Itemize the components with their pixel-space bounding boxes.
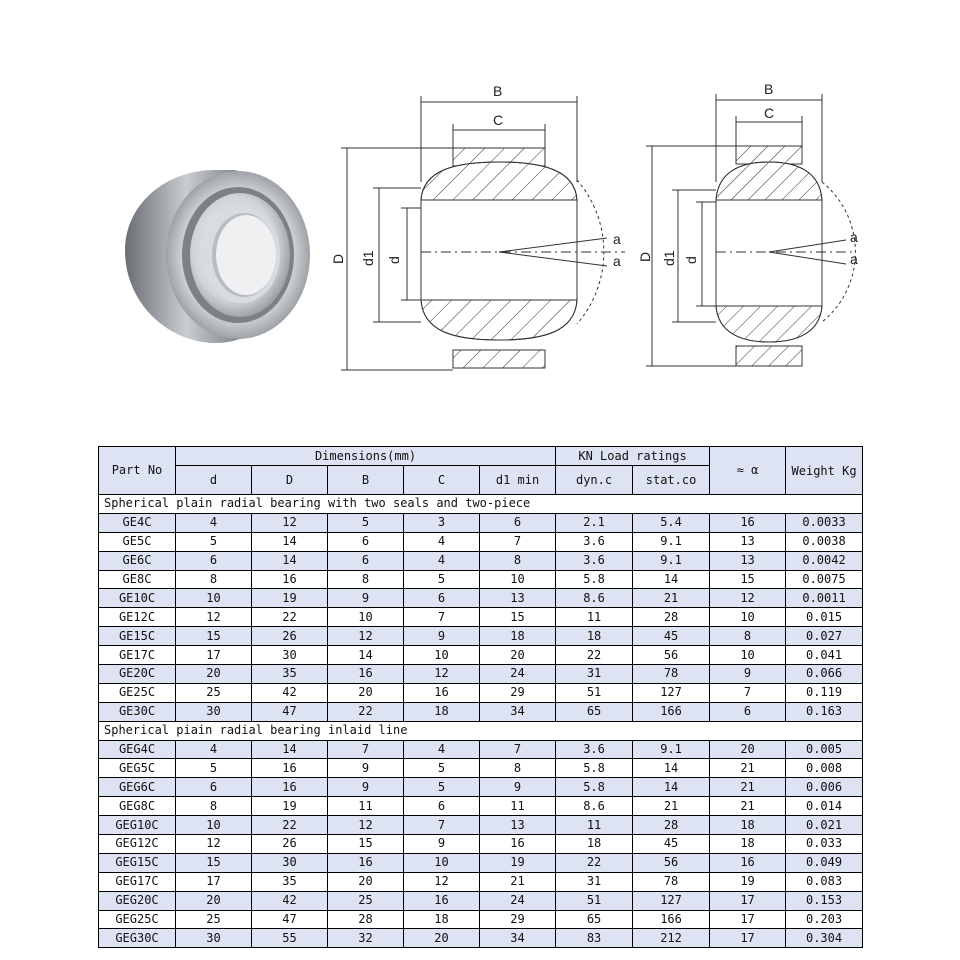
table-row xyxy=(99,910,863,929)
header-d: d xyxy=(176,466,252,495)
table-cell: 12 xyxy=(404,872,480,891)
table-cell: 42 xyxy=(252,683,328,702)
table-cell: 29 xyxy=(480,683,556,702)
table-cell: 21 xyxy=(710,759,786,778)
table-cell: 212 xyxy=(633,929,710,948)
table-cell: 12 xyxy=(404,665,480,684)
table-cell: 14 xyxy=(252,532,328,551)
table-cell: 2.1 xyxy=(556,513,633,532)
table-cell: 17 xyxy=(176,646,252,665)
label-a-top: a xyxy=(850,229,858,245)
table-cell: 10 xyxy=(404,646,480,665)
table-cell: 10 xyxy=(328,608,404,627)
table-cell: 15 xyxy=(328,835,404,854)
table-cell: 18 xyxy=(710,835,786,854)
header-D: D xyxy=(252,466,328,495)
cross-section-diagram-two-piece xyxy=(325,70,680,390)
table-cell: 127 xyxy=(633,891,710,910)
part-number-cell: GEG5C xyxy=(99,759,176,778)
table-cell: 9 xyxy=(710,665,786,684)
table-cell: 3.6 xyxy=(556,740,633,759)
table-cell: 6 xyxy=(710,702,786,721)
table-cell: 0.0038 xyxy=(786,532,863,551)
table-cell: 0.066 xyxy=(786,665,863,684)
table-cell: 14 xyxy=(328,646,404,665)
table-cell: 4 xyxy=(404,551,480,570)
part-number-cell: GE6C xyxy=(99,551,176,570)
table-cell: 30 xyxy=(176,929,252,948)
label-D: D xyxy=(330,253,346,264)
table-cell: 12 xyxy=(328,627,404,646)
section-title: Spherical piain radial bearing inlaid line xyxy=(99,721,863,740)
table-cell: 19 xyxy=(252,589,328,608)
table-cell: 7 xyxy=(480,532,556,551)
table-cell: 3.6 xyxy=(556,551,633,570)
table-cell: 5 xyxy=(176,759,252,778)
table-cell: 5 xyxy=(176,532,252,551)
table-cell: 6 xyxy=(176,778,252,797)
label-B: B xyxy=(493,83,503,99)
table-cell: 56 xyxy=(633,853,710,872)
bearing-photo xyxy=(110,155,320,355)
table-cell: 7 xyxy=(404,816,480,835)
table-cell: 166 xyxy=(633,910,710,929)
table-cell: 9.1 xyxy=(633,532,710,551)
table-cell: 51 xyxy=(556,683,633,702)
table-cell: 4 xyxy=(404,740,480,759)
part-number-cell: GE25C xyxy=(99,683,176,702)
table-cell: 9 xyxy=(328,589,404,608)
table-cell: 9 xyxy=(328,759,404,778)
table-row xyxy=(99,702,863,721)
table-cell: 28 xyxy=(328,910,404,929)
table-cell: 20 xyxy=(328,683,404,702)
table-cell: 0.014 xyxy=(786,797,863,816)
table-cell: 12 xyxy=(328,816,404,835)
table-cell: 11 xyxy=(556,816,633,835)
part-number-cell: GE5C xyxy=(99,532,176,551)
table-cell: 4 xyxy=(176,513,252,532)
table-cell: 0.033 xyxy=(786,835,863,854)
table-cell: 18 xyxy=(556,627,633,646)
table-row xyxy=(99,872,863,891)
table-cell: 13 xyxy=(480,816,556,835)
table-cell: 83 xyxy=(556,929,633,948)
table-cell: 47 xyxy=(252,702,328,721)
part-number-cell: GE17C xyxy=(99,646,176,665)
table-cell: 78 xyxy=(633,872,710,891)
table-cell: 5.4 xyxy=(633,513,710,532)
table-cell: 18 xyxy=(480,627,556,646)
table-cell: 34 xyxy=(480,929,556,948)
table-cell: 26 xyxy=(252,627,328,646)
table-cell: 6 xyxy=(176,551,252,570)
table-cell: 28 xyxy=(633,608,710,627)
table-cell: 29 xyxy=(480,910,556,929)
table-row xyxy=(99,797,863,816)
bearing-spec-table xyxy=(98,446,863,948)
table-cell: 12 xyxy=(252,513,328,532)
table-cell: 51 xyxy=(556,891,633,910)
table-cell: 9 xyxy=(328,778,404,797)
table-cell: 14 xyxy=(252,740,328,759)
table-row xyxy=(99,646,863,665)
header-stat-co: stat.co xyxy=(633,466,710,495)
part-number-cell: GE15C xyxy=(99,627,176,646)
table-cell: 10 xyxy=(404,853,480,872)
table-cell: 7 xyxy=(404,608,480,627)
header-alpha: ≈ α xyxy=(710,447,786,495)
table-cell: 0.0011 xyxy=(786,589,863,608)
table-cell: 0.027 xyxy=(786,627,863,646)
part-number-cell: GEG8C xyxy=(99,797,176,816)
table-cell: 22 xyxy=(328,702,404,721)
table-cell: 0.021 xyxy=(786,816,863,835)
table-row xyxy=(99,608,863,627)
label-C: C xyxy=(764,105,775,121)
table-cell: 10 xyxy=(176,589,252,608)
table-cell: 32 xyxy=(328,929,404,948)
table-cell: 56 xyxy=(633,646,710,665)
table-cell: 0.153 xyxy=(786,891,863,910)
table-cell: 5.8 xyxy=(556,759,633,778)
table-cell: 0.008 xyxy=(786,759,863,778)
table-cell: 21 xyxy=(633,797,710,816)
table-cell: 0.005 xyxy=(786,740,863,759)
table-cell: 15 xyxy=(176,853,252,872)
table-cell: 16 xyxy=(404,891,480,910)
table-cell: 31 xyxy=(556,665,633,684)
table-cell: 34 xyxy=(480,702,556,721)
label-d1: d1 xyxy=(661,250,677,266)
table-cell: 17 xyxy=(710,929,786,948)
table-cell: 10 xyxy=(480,570,556,589)
table-cell: 17 xyxy=(176,872,252,891)
table-cell: 7 xyxy=(328,740,404,759)
table-cell: 166 xyxy=(633,702,710,721)
table-cell: 5.8 xyxy=(556,778,633,797)
table-cell: 11 xyxy=(556,608,633,627)
table-cell: 9 xyxy=(480,778,556,797)
table-cell: 19 xyxy=(480,853,556,872)
part-number-cell: GEG10C xyxy=(99,816,176,835)
table-cell: 26 xyxy=(252,835,328,854)
table-cell: 10 xyxy=(710,608,786,627)
table-cell: 20 xyxy=(480,646,556,665)
label-D: D xyxy=(637,251,653,262)
table-cell: 7 xyxy=(480,740,556,759)
table-cell: 19 xyxy=(710,872,786,891)
table-row xyxy=(99,816,863,835)
table-row xyxy=(99,665,863,684)
table-cell: 9.1 xyxy=(633,740,710,759)
table-row xyxy=(99,627,863,646)
cross-section-diagram-inlaid xyxy=(637,70,870,390)
table-cell: 5 xyxy=(404,759,480,778)
table-row xyxy=(99,532,863,551)
table-cell: 0.0042 xyxy=(786,551,863,570)
table-cell: 0.083 xyxy=(786,872,863,891)
part-number-cell: GEG25C xyxy=(99,910,176,929)
table-cell: 65 xyxy=(556,702,633,721)
table-cell: 35 xyxy=(252,872,328,891)
part-number-cell: GE4C xyxy=(99,513,176,532)
table-cell: 45 xyxy=(633,627,710,646)
table-cell: 0.203 xyxy=(786,910,863,929)
header-d1-min: d1 min xyxy=(480,466,556,495)
table-cell: 25 xyxy=(176,683,252,702)
table-cell: 16 xyxy=(480,835,556,854)
table-cell: 30 xyxy=(176,702,252,721)
table-cell: 18 xyxy=(556,835,633,854)
header-load-ratings: KN Load ratings xyxy=(556,447,710,466)
part-number-cell: GEG6C xyxy=(99,778,176,797)
part-number-cell: GEG17C xyxy=(99,872,176,891)
table-cell: 28 xyxy=(633,816,710,835)
table-cell: 20 xyxy=(328,872,404,891)
table-cell: 14 xyxy=(633,759,710,778)
table-cell: 55 xyxy=(252,929,328,948)
table-cell: 13 xyxy=(710,551,786,570)
table-cell: 13 xyxy=(480,589,556,608)
label-C: C xyxy=(493,112,504,128)
table-cell: 21 xyxy=(480,872,556,891)
table-cell: 20 xyxy=(176,891,252,910)
table-cell: 8 xyxy=(328,570,404,589)
label-d: d xyxy=(386,256,402,264)
table-cell: 7 xyxy=(710,683,786,702)
table-cell: 6 xyxy=(328,532,404,551)
table-cell: 16 xyxy=(328,853,404,872)
table-cell: 15 xyxy=(480,608,556,627)
table-cell: 0.119 xyxy=(786,683,863,702)
table-cell: 5 xyxy=(404,570,480,589)
table-cell: 22 xyxy=(556,853,633,872)
table-cell: 9 xyxy=(404,627,480,646)
table-cell: 11 xyxy=(480,797,556,816)
table-cell: 20 xyxy=(710,740,786,759)
table-cell: 8.6 xyxy=(556,589,633,608)
table-cell: 20 xyxy=(404,929,480,948)
table-row xyxy=(99,929,863,948)
table-cell: 42 xyxy=(252,891,328,910)
table-cell: 5 xyxy=(404,778,480,797)
table-cell: 16 xyxy=(328,665,404,684)
table-cell: 6 xyxy=(328,551,404,570)
label-a-bottom: a xyxy=(850,251,858,267)
header-dimensions: Dimensions(mm) xyxy=(176,447,556,466)
table-cell: 22 xyxy=(556,646,633,665)
table-cell: 9.1 xyxy=(633,551,710,570)
table-row xyxy=(99,740,863,759)
table-cell: 14 xyxy=(633,778,710,797)
table-cell: 10 xyxy=(710,646,786,665)
table-row xyxy=(99,759,863,778)
table-cell: 8 xyxy=(710,627,786,646)
section-title: Spherical plain radial bearing with two seals and two-piece xyxy=(99,495,863,514)
label-d: d xyxy=(683,256,699,264)
table-cell: 8 xyxy=(480,759,556,778)
table-cell: 35 xyxy=(252,665,328,684)
table-cell: 12 xyxy=(176,835,252,854)
header-C: C xyxy=(404,466,480,495)
table-row xyxy=(99,551,863,570)
table-cell: 20 xyxy=(176,665,252,684)
table-cell: 16 xyxy=(710,853,786,872)
table-cell: 8 xyxy=(176,797,252,816)
part-number-cell: GEG12C xyxy=(99,835,176,854)
table-cell: 22 xyxy=(252,816,328,835)
table-cell: 47 xyxy=(252,910,328,929)
part-number-cell: GE30C xyxy=(99,702,176,721)
table-cell: 0.0075 xyxy=(786,570,863,589)
table-cell: 0.163 xyxy=(786,702,863,721)
table-cell: 0.006 xyxy=(786,778,863,797)
part-number-cell: GEG4C xyxy=(99,740,176,759)
table-row xyxy=(99,513,863,532)
table-cell: 3.6 xyxy=(556,532,633,551)
label-d1: d1 xyxy=(360,250,376,266)
table-row xyxy=(99,570,863,589)
table-cell: 0.049 xyxy=(786,853,863,872)
table-cell: 4 xyxy=(404,532,480,551)
table-cell: 18 xyxy=(404,910,480,929)
table-cell: 17 xyxy=(710,891,786,910)
table-cell: 9 xyxy=(404,835,480,854)
table-cell: 24 xyxy=(480,891,556,910)
table-cell: 11 xyxy=(328,797,404,816)
part-number-cell: GEG20C xyxy=(99,891,176,910)
part-number-cell: GE10C xyxy=(99,589,176,608)
table-cell: 45 xyxy=(633,835,710,854)
table-cell: 14 xyxy=(633,570,710,589)
table-cell: 6 xyxy=(480,513,556,532)
part-number-cell: GE20C xyxy=(99,665,176,684)
table-cell: 4 xyxy=(176,740,252,759)
table-cell: 8.6 xyxy=(556,797,633,816)
table-cell: 31 xyxy=(556,872,633,891)
table-cell: 6 xyxy=(404,797,480,816)
table-cell: 21 xyxy=(710,797,786,816)
table-cell: 65 xyxy=(556,910,633,929)
header-dyn-c: dyn.c xyxy=(556,466,633,495)
table-row xyxy=(99,589,863,608)
table-cell: 3 xyxy=(404,513,480,532)
table-cell: 22 xyxy=(252,608,328,627)
table-row xyxy=(99,683,863,702)
table-cell: 17 xyxy=(710,910,786,929)
part-number-cell: GEG15C xyxy=(99,853,176,872)
table-cell: 0.041 xyxy=(786,646,863,665)
table-row xyxy=(99,778,863,797)
table-cell: 19 xyxy=(252,797,328,816)
part-number-cell: GE12C xyxy=(99,608,176,627)
label-a-top: a xyxy=(613,231,621,247)
part-number-cell: GE8C xyxy=(99,570,176,589)
table-cell: 127 xyxy=(633,683,710,702)
table-cell: 78 xyxy=(633,665,710,684)
table-cell: 16 xyxy=(404,683,480,702)
table-cell: 15 xyxy=(176,627,252,646)
header-B: B xyxy=(328,466,404,495)
label-a-bottom: a xyxy=(613,253,621,269)
table-cell: 14 xyxy=(252,551,328,570)
table-cell: 18 xyxy=(710,816,786,835)
table-cell: 16 xyxy=(252,759,328,778)
part-number-cell: GEG30C xyxy=(99,929,176,948)
table-row xyxy=(99,853,863,872)
table-cell: 8 xyxy=(480,551,556,570)
table-body xyxy=(99,495,863,948)
table-cell: 13 xyxy=(710,532,786,551)
label-B: B xyxy=(764,81,774,97)
table-cell: 0.0033 xyxy=(786,513,863,532)
table-cell: 6 xyxy=(404,589,480,608)
table-cell: 30 xyxy=(252,646,328,665)
table-cell: 8 xyxy=(176,570,252,589)
table-cell: 30 xyxy=(252,853,328,872)
header-weight: Weight Kg xyxy=(786,447,863,495)
table-cell: 24 xyxy=(480,665,556,684)
table-cell: 12 xyxy=(710,589,786,608)
table-cell: 12 xyxy=(176,608,252,627)
table-cell: 5 xyxy=(328,513,404,532)
table-cell: 0.304 xyxy=(786,929,863,948)
table-cell: 21 xyxy=(710,778,786,797)
table-cell: 15 xyxy=(710,570,786,589)
table-cell: 21 xyxy=(633,589,710,608)
table-cell: 0.015 xyxy=(786,608,863,627)
table-cell: 5.8 xyxy=(556,570,633,589)
table-cell: 10 xyxy=(176,816,252,835)
table-cell: 25 xyxy=(328,891,404,910)
table-cell: 16 xyxy=(710,513,786,532)
table-row xyxy=(99,891,863,910)
table-cell: 18 xyxy=(404,702,480,721)
header-part-no: Part No xyxy=(99,447,176,495)
table-row xyxy=(99,835,863,854)
table-cell: 25 xyxy=(176,910,252,929)
table-cell: 16 xyxy=(252,570,328,589)
table-cell: 16 xyxy=(252,778,328,797)
